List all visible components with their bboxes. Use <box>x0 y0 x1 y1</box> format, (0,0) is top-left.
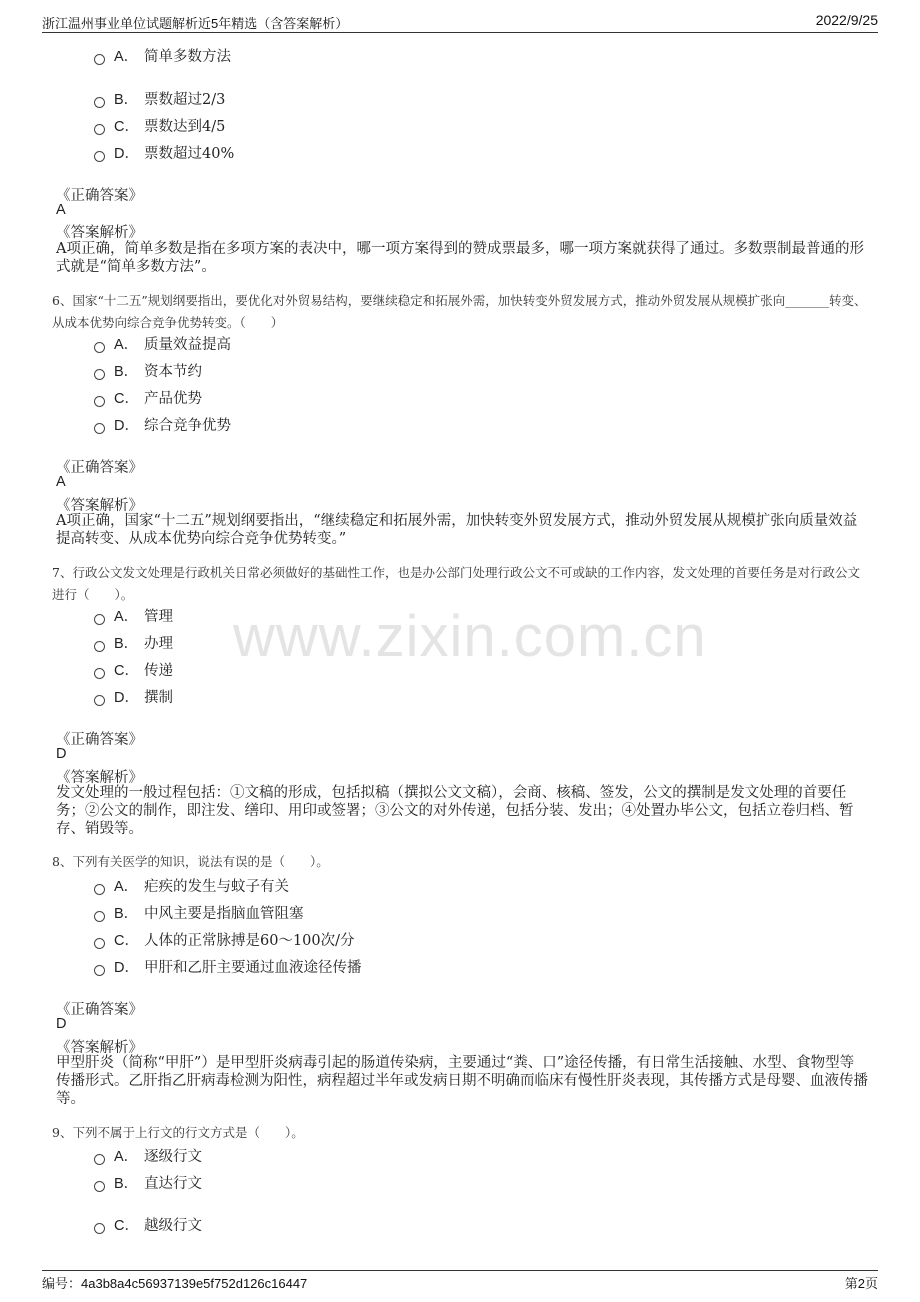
q5-option-c[interactable] <box>94 114 225 136</box>
analysis-text: A项正确，简单多数是指在多项方案的表决中，哪一项方案得到的赞成票最多，哪一项方案就获得了通过。多数票制最普通的形式就是“简单多数方法”。 <box>56 241 864 275</box>
option-letter: C． <box>114 390 139 407</box>
option-text: 直达行文 <box>144 1175 202 1192</box>
option-letter: D． <box>114 145 139 162</box>
option-letter: D． <box>114 689 139 706</box>
q8-option-d[interactable] <box>94 955 362 977</box>
option-text: 办理 <box>144 635 173 652</box>
q9-option-a[interactable] <box>94 1144 202 1166</box>
analysis-text: 甲型肝炎（简称“甲肝”）是甲型肝炎病毒引起的肠道传染病，主要通过“粪、口”途径传播，有日常生活接触、水型、食物型等传播形式。乙肝指乙肝病毒检测为阳性，病程超过半年或发病日期不明确而临床有慢性肝炎表现，其传播方式是母婴、血液传播等。 <box>56 1055 868 1107</box>
correct-answer: A <box>56 474 66 490</box>
q5-option-a[interactable] <box>94 44 231 66</box>
radio-icon[interactable] <box>94 1181 105 1192</box>
radio-icon[interactable] <box>94 151 105 162</box>
watermark: www.zixin.com.cn <box>233 604 707 669</box>
q9-option-b[interactable] <box>94 1171 202 1193</box>
correct-answer: D <box>56 746 67 762</box>
option-text: 票数超过40% <box>144 145 235 162</box>
q6-option-b[interactable] <box>94 359 202 381</box>
radio-icon[interactable] <box>94 124 105 135</box>
radio-icon[interactable] <box>94 369 105 380</box>
analysis-label: 《答案解析》 <box>56 770 143 786</box>
radio-icon[interactable] <box>94 614 105 625</box>
option-text: 中风主要是指脑血管阻塞 <box>144 905 304 922</box>
q6-option-c[interactable] <box>94 386 202 408</box>
q5-option-d[interactable] <box>94 141 234 163</box>
option-text: 质量效益提高 <box>144 336 231 353</box>
option-letter: C． <box>114 932 139 949</box>
analysis-label: 《答案解析》 <box>56 1040 143 1056</box>
option-letter: B． <box>114 91 139 108</box>
option-letter: B． <box>114 1175 139 1192</box>
q7-option-a[interactable] <box>94 604 173 626</box>
option-letter: C． <box>114 118 139 135</box>
radio-icon[interactable] <box>94 668 105 679</box>
radio-icon[interactable] <box>94 342 105 353</box>
page-header <box>42 10 878 33</box>
page-number: 第2页 <box>844 1276 878 1291</box>
radio-icon[interactable] <box>94 423 105 434</box>
document-code: 编号：4a3b8a4c56937139e5f752d126c16447 <box>42 1276 308 1291</box>
option-letter: A． <box>114 1148 139 1165</box>
radio-icon[interactable] <box>94 97 105 108</box>
radio-icon[interactable] <box>94 54 105 65</box>
option-letter: B． <box>114 905 139 922</box>
correct-answer-label: 《正确答案》 <box>56 460 143 476</box>
option-text: 撰制 <box>144 689 173 706</box>
option-text: 人体的正常脉搏是60～100次/分 <box>144 932 355 949</box>
option-text: 综合竞争优势 <box>144 417 231 434</box>
q7-option-c[interactable] <box>94 658 173 680</box>
q9-option-c[interactable] <box>94 1213 202 1235</box>
analysis-text: A项正确，国家“十二五”规划纲要指出，“继续稳定和拓展外需，加快转变外贸发展方式，推动外贸发展从规模扩张向质量效益提高转变、从成本优势向综合竞争优势转变。” <box>56 513 858 547</box>
option-letter: A． <box>114 336 139 353</box>
q7-option-b[interactable] <box>94 631 173 653</box>
option-text: 甲肝和乙肝主要通过血液途径传播 <box>144 959 362 976</box>
option-text: 逐级行文 <box>144 1148 202 1165</box>
radio-icon[interactable] <box>94 884 105 895</box>
question-text: 8、下列有关医学的知识，说法有误的是（ ）。 <box>52 854 329 869</box>
option-text: 疟疾的发生与蚊子有关 <box>144 878 289 895</box>
q6-option-d[interactable] <box>94 413 231 435</box>
q8-option-b[interactable] <box>94 901 304 923</box>
radio-icon[interactable] <box>94 695 105 706</box>
radio-icon[interactable] <box>94 641 105 652</box>
q6-option-a[interactable] <box>94 332 231 354</box>
q5-option-b[interactable] <box>94 87 225 109</box>
q8-option-a[interactable] <box>94 874 289 896</box>
option-letter: B． <box>114 363 139 380</box>
option-text: 产品优势 <box>144 390 202 407</box>
option-letter: A． <box>114 608 139 625</box>
correct-answer: D <box>56 1016 67 1032</box>
question-text: 9、下列不属于上行文的行文方式是（ ）。 <box>52 1125 304 1140</box>
option-text: 传递 <box>144 662 173 679</box>
option-letter: D． <box>114 959 139 976</box>
option-text: 简单多数方法 <box>144 48 231 65</box>
option-text: 资本节约 <box>144 363 202 380</box>
option-letter: B． <box>114 635 139 652</box>
radio-icon[interactable] <box>94 938 105 949</box>
option-letter: A． <box>114 878 139 895</box>
option-text: 票数达到4/5 <box>144 118 226 135</box>
q8-option-c[interactable] <box>94 928 355 950</box>
question-text: 6、国家“十二五”规划纲要指出，要优化对外贸易结构，要继续稳定和拓展外需，加快转变外贸发展方式，推动外贸发展从规模扩张向_______转变、从成本优势向综合竞争优势转变。（ ） <box>52 293 867 330</box>
radio-icon[interactable] <box>94 965 105 976</box>
document-title: 浙江温州事业单位试题解析近5年精选（含答案解析） <box>42 16 349 31</box>
correct-answer: A <box>56 202 66 218</box>
option-text: 越级行文 <box>144 1217 202 1234</box>
correct-answer-label: 《正确答案》 <box>56 1002 143 1018</box>
option-text: 管理 <box>144 608 173 625</box>
analysis-label: 《答案解析》 <box>56 225 143 241</box>
option-letter: C． <box>114 662 139 679</box>
option-letter: A． <box>114 48 139 65</box>
correct-answer-label: 《正确答案》 <box>56 188 143 204</box>
q7-option-d[interactable] <box>94 685 173 707</box>
option-letter: D． <box>114 417 139 434</box>
option-letter: C． <box>114 1217 139 1234</box>
page-footer <box>42 1270 878 1293</box>
analysis-label: 《答案解析》 <box>56 498 143 514</box>
radio-icon[interactable] <box>94 1223 105 1234</box>
document-date: 2022/9/25 <box>815 12 878 28</box>
radio-icon[interactable] <box>94 1154 105 1165</box>
radio-icon[interactable] <box>94 911 105 922</box>
radio-icon[interactable] <box>94 396 105 407</box>
correct-answer-label: 《正确答案》 <box>56 732 143 748</box>
option-text: 票数超过2/3 <box>144 91 226 108</box>
analysis-text: 发文处理的一般过程包括：①文稿的形成，包括拟稿（撰拟公文文稿），会商、核稿、签发，公文的撰制是发文处理的首要任务；②公文的制作，即注发、缮印、用印或签署；③公文的对外传递，包括分装、发出；④处置办毕公文，包括立卷归档、暂存、销毁等。 <box>56 785 854 837</box>
question-text: 7、行政公文发文处理是行政机关日常必须做好的基础性工作，也是办公部门处理行政公文不可或缺的工作内容，发文处理的首要任务是对行政公文进行（ ）。 <box>52 565 860 602</box>
